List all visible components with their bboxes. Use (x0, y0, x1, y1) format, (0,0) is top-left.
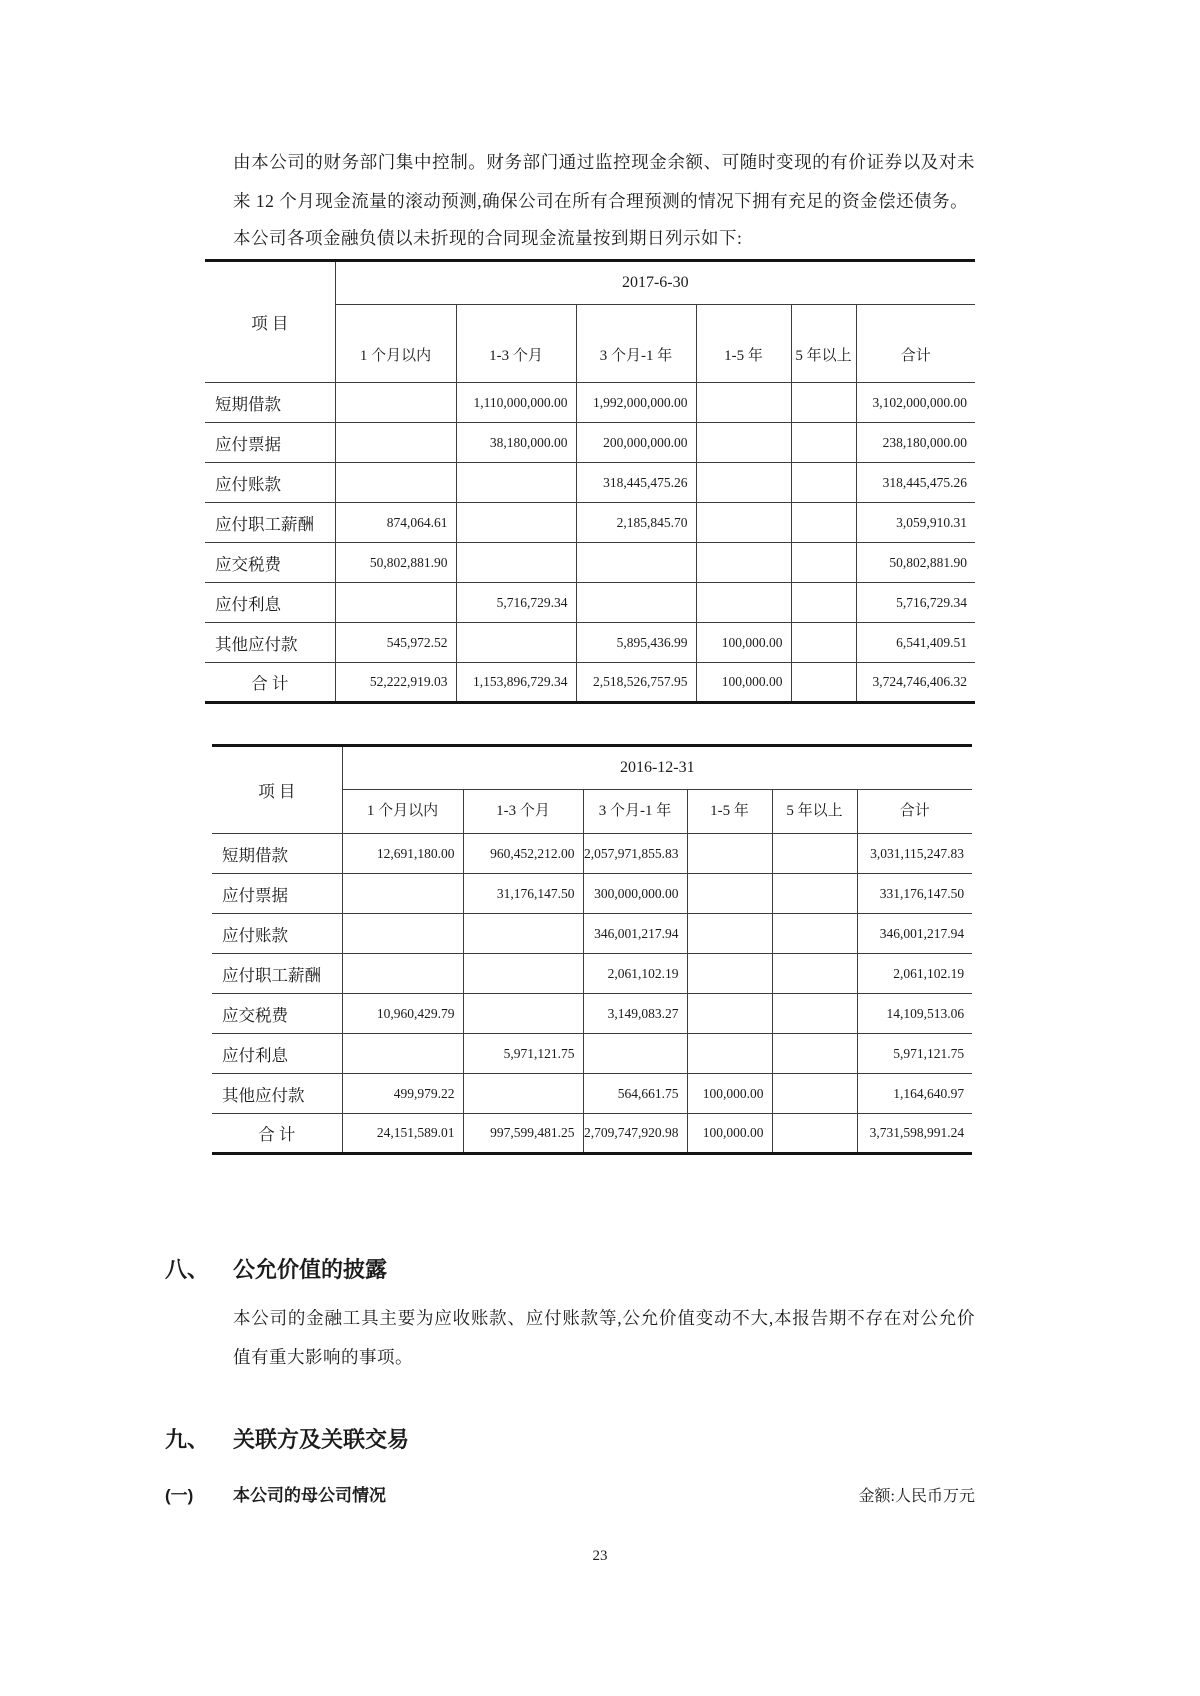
table-row (212, 1034, 972, 1074)
table-row (205, 583, 975, 623)
row-label: 应付账款 (212, 914, 342, 954)
amount-cell: 5,971,121.75 (857, 1034, 972, 1074)
row-label: 应付票据 (212, 874, 342, 914)
section-number: 八、 (165, 1257, 210, 1282)
maturity-table-2017-06-30 (205, 259, 975, 704)
amount-cell (772, 834, 857, 874)
table-row (205, 543, 975, 583)
amount-cell: 499,979.22 (342, 1074, 463, 1114)
page-number: 23 (592, 1548, 608, 1564)
amount-cell (456, 623, 576, 663)
col-header: 1-5 年 (696, 305, 791, 383)
amount-cell (687, 874, 772, 914)
amount-cell (772, 954, 857, 994)
table-row (205, 503, 975, 543)
amount-cell: 6,541,409.51 (856, 623, 975, 663)
amount-cell (463, 914, 583, 954)
amount-cell (463, 1074, 583, 1114)
col-header: 3 个月-1 年 (576, 305, 696, 383)
table-row (212, 834, 972, 874)
amount-cell: 1,992,000,000.00 (576, 383, 696, 423)
row-label: 应付职工薪酬 (205, 503, 335, 543)
row-label: 应交税费 (212, 994, 342, 1034)
amount-cell: 238,180,000.00 (856, 423, 975, 463)
col-header: 合计 (856, 305, 975, 383)
date-header: 2017-6-30 (335, 261, 975, 305)
amount-cell: 545,972.52 (335, 623, 456, 663)
amount-cell: 346,001,217.94 (857, 914, 972, 954)
amount-cell (456, 503, 576, 543)
amount-cell (696, 543, 791, 583)
table-row (212, 994, 972, 1034)
subsection-1-heading (165, 1481, 975, 1506)
amount-cell: 3,724,746,406.32 (856, 663, 975, 703)
section-title: 关联方及关联交易 (233, 1427, 410, 1452)
amount-cell (576, 583, 696, 623)
col-header: 合计 (857, 790, 972, 834)
row-label: 短期借款 (212, 834, 342, 874)
row-label: 应付职工薪酬 (212, 954, 342, 994)
table-row (205, 423, 975, 463)
amount-cell (791, 463, 856, 503)
amount-cell (342, 954, 463, 994)
amount-cell: 300,000,000.00 (583, 874, 687, 914)
tables-intro-line: 本公司各项金融负债以未折现的合同现金流量按到期日列示如下: (233, 228, 743, 248)
amount-cell (772, 1114, 857, 1154)
amount-cell: 3,149,083.27 (583, 994, 687, 1034)
item-column-header: 项 目 (205, 261, 335, 383)
subsection-number: (一) (165, 1486, 194, 1505)
amount-cell (791, 383, 856, 423)
amount-cell (335, 383, 456, 423)
amount-cell: 50,802,881.90 (335, 543, 456, 583)
amount-cell: 10,960,429.79 (342, 994, 463, 1034)
intro-paragraph: 由本公司的财务部门集中控制。财务部门通过监控现金余额、可随时变现的有价证券以及对未来 12 个月现金流量的滚动预测,确保公司在所有合理预测的情况下拥有充足的资金偿还债务。 (233, 152, 975, 211)
table-header-row (205, 261, 975, 305)
table-row (205, 463, 975, 503)
amount-cell: 31,176,147.50 (463, 874, 583, 914)
amount-cell: 200,000,000.00 (576, 423, 696, 463)
amount-cell (696, 503, 791, 543)
amount-cell: 14,109,513.06 (857, 994, 972, 1034)
section-8-paragraph: 本公司的金融工具主要为应收账款、应付账款等,公允价值变动不大,本报告期不存在对公允价值有重大影响的事项。 (233, 1308, 975, 1367)
amount-cell: 1,153,896,729.34 (456, 663, 576, 703)
amount-cell: 100,000.00 (687, 1114, 772, 1154)
table-row (212, 874, 972, 914)
row-label: 应付账款 (205, 463, 335, 503)
amount-cell (772, 994, 857, 1034)
amount-cell: 50,802,881.90 (856, 543, 975, 583)
amount-cell (791, 423, 856, 463)
amount-cell (696, 463, 791, 503)
amount-cell (791, 623, 856, 663)
col-header: 1-3 个月 (463, 790, 583, 834)
amount-cell: 24,151,589.01 (342, 1114, 463, 1154)
amount-cell: 2,709,747,920.98 (583, 1114, 687, 1154)
amount-cell: 100,000.00 (696, 663, 791, 703)
amount-cell: 2,518,526,757.95 (576, 663, 696, 703)
col-header: 3 个月-1 年 (583, 790, 687, 834)
row-label: 其他应付款 (205, 623, 335, 663)
amount-cell: 3,059,910.31 (856, 503, 975, 543)
amount-cell: 346,001,217.94 (583, 914, 687, 954)
amount-cell: 5,716,729.34 (456, 583, 576, 623)
amount-cell (696, 583, 791, 623)
amount-cell (687, 1034, 772, 1074)
amount-cell: 564,661.75 (583, 1074, 687, 1114)
table-row (205, 383, 975, 423)
row-label: 合 计 (212, 1114, 342, 1154)
amount-cell (696, 423, 791, 463)
section-title: 公允价值的披露 (233, 1257, 388, 1282)
amount-cell: 960,452,212.00 (463, 834, 583, 874)
amount-cell (583, 1034, 687, 1074)
amount-cell (576, 543, 696, 583)
amount-cell (463, 994, 583, 1034)
amount-cell (791, 583, 856, 623)
amount-cell: 100,000.00 (687, 1074, 772, 1114)
section-9-heading (165, 1425, 1200, 1455)
amount-cell (456, 543, 576, 583)
table-row (212, 1074, 972, 1114)
amount-cell (791, 663, 856, 703)
table-header-row (212, 746, 972, 790)
col-header: 5 年以上 (772, 790, 857, 834)
amount-cell (687, 834, 772, 874)
col-header: 1 个月以内 (335, 305, 456, 383)
amount-cell: 2,185,845.70 (576, 503, 696, 543)
amount-cell: 52,222,919.03 (335, 663, 456, 703)
amount-unit-note: 金额:人民币万元 (858, 1488, 975, 1505)
row-label: 应付利息 (205, 583, 335, 623)
amount-cell (342, 1034, 463, 1074)
amount-cell (772, 1074, 857, 1114)
amount-cell: 2,061,102.19 (857, 954, 972, 994)
col-header: 1 个月以内 (342, 790, 463, 834)
amount-cell (456, 463, 576, 503)
amount-cell: 331,176,147.50 (857, 874, 972, 914)
amount-cell (687, 914, 772, 954)
amount-cell (687, 994, 772, 1034)
date-header: 2016-12-31 (342, 746, 972, 790)
amount-cell: 1,164,640.97 (857, 1074, 972, 1114)
amount-cell: 12,691,180.00 (342, 834, 463, 874)
amount-cell: 2,061,102.19 (583, 954, 687, 994)
amount-cell (772, 874, 857, 914)
amount-cell (696, 383, 791, 423)
subsection-title: 本公司的母公司情况 (233, 1486, 386, 1505)
amount-cell (335, 463, 456, 503)
amount-cell (791, 543, 856, 583)
col-header: 5 年以上 (791, 305, 856, 383)
amount-cell (335, 423, 456, 463)
row-label: 短期借款 (205, 383, 335, 423)
amount-cell (342, 874, 463, 914)
amount-cell (342, 914, 463, 954)
amount-cell: 100,000.00 (696, 623, 791, 663)
amount-cell: 2,057,971,855.83 (583, 834, 687, 874)
item-column-header: 项 目 (212, 746, 342, 834)
table-row (205, 623, 975, 663)
row-label: 应付利息 (212, 1034, 342, 1074)
section-number: 九、 (165, 1427, 210, 1452)
amount-cell: 3,731,598,991.24 (857, 1114, 972, 1154)
amount-cell (772, 914, 857, 954)
amount-cell: 997,599,481.25 (463, 1114, 583, 1154)
table-row (212, 954, 972, 994)
row-label: 其他应付款 (212, 1074, 342, 1114)
table-row (212, 914, 972, 954)
amount-cell: 318,445,475.26 (856, 463, 975, 503)
amount-cell: 1,110,000,000.00 (456, 383, 576, 423)
amount-cell (463, 954, 583, 994)
table-total-row (212, 1114, 972, 1154)
amount-cell: 318,445,475.26 (576, 463, 696, 503)
amount-cell: 3,031,115,247.83 (857, 834, 972, 874)
amount-cell: 874,064.61 (335, 503, 456, 543)
row-label: 应付票据 (205, 423, 335, 463)
col-header: 1-5 年 (687, 790, 772, 834)
amount-cell (791, 503, 856, 543)
col-header: 1-3 个月 (456, 305, 576, 383)
row-label: 合 计 (205, 663, 335, 703)
amount-cell: 3,102,000,000.00 (856, 383, 975, 423)
amount-cell: 38,180,000.00 (456, 423, 576, 463)
amount-cell (335, 583, 456, 623)
amount-cell: 5,895,436.99 (576, 623, 696, 663)
table-total-row (205, 663, 975, 703)
amount-cell: 5,716,729.34 (856, 583, 975, 623)
amount-cell: 5,971,121.75 (463, 1034, 583, 1074)
maturity-table-2016-12-31 (212, 744, 972, 1155)
row-label: 应交税费 (205, 543, 335, 583)
amount-cell (687, 954, 772, 994)
section-8-heading (165, 1255, 1200, 1285)
amount-cell (772, 1034, 857, 1074)
